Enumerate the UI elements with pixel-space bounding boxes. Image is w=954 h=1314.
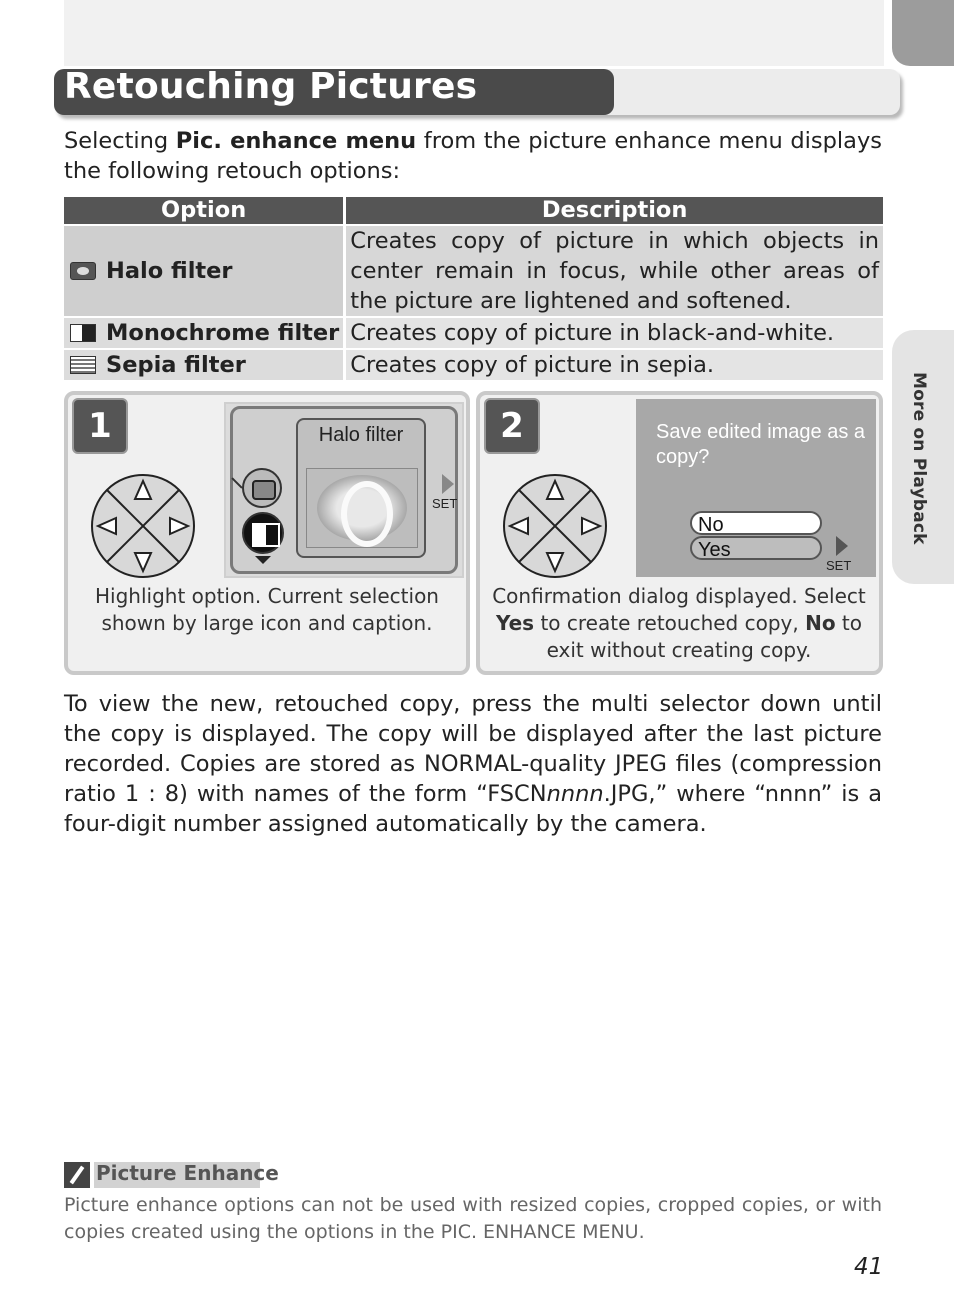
halo-filter-icon [70,262,96,280]
corner-tab [892,0,954,66]
table-row [64,350,883,380]
set-label: SET [432,496,458,511]
right-arrow-icon [442,474,454,494]
option-name: Sepia filter [106,352,246,378]
table-row [64,318,883,348]
option-name: Monochrome filter [106,320,340,346]
step-2-number: 2 [484,398,540,454]
popup-caption: Halo filter [318,424,404,446]
step-1-number: 1 [72,398,128,454]
header-description: Description [346,197,883,224]
intro-paragraph: Selecting Pic. enhance menu from the picture enhance menu displays the following retouch options: [64,128,882,184]
right-arrow-icon [836,536,848,556]
table-row [64,226,883,316]
page-title: Retouching Pictures [64,66,478,107]
monochrome-filter-icon [242,512,284,554]
scroll-down-icon [255,556,271,564]
header-option: Option [64,197,346,224]
intro-menu-name: Pic. enhance menu [175,128,417,154]
retouch-options-table [64,195,883,382]
section-tab-label: More on Playback [909,372,929,545]
multi-selector-icon [90,473,196,579]
step-1-caption: Highlight option. Current selection shown by large icon and caption. [95,584,439,635]
header-band [64,0,884,66]
pencil-note-icon [64,1162,90,1188]
halo-preview-image [306,468,418,548]
option-description: Creates copy of picture in sepia. [346,350,883,380]
option-no[interactable]: No [690,511,822,535]
page-number: 41 [854,1254,884,1280]
multi-selector-icon [502,473,608,579]
body-paragraph: To view the new, retouched copy, press the multi selector down until the copy is displayed. The copy will be displayed after the last picture recorded. Copies are stored as NORMAL-quality JPEG files (compression ratio 1 : 8) with names of the form “FSCNnnnn.JPG,” where “nnnn” is a four-digit number assigned automatically by the camera. [64,691,882,837]
option-description: Creates copy of picture in black-and-white. [346,318,883,348]
monochrome-filter-icon [70,324,96,342]
note-title: Picture Enhance [96,1161,279,1185]
set-label: SET [826,558,852,573]
note-text: Picture enhance options can not be used with resized copies, cropped copies, or with copies created using the options in the PIC. ENHANCE MENU. [64,1194,882,1243]
confirm-prompt: Save edited image as a copy? [656,421,866,468]
sepia-filter-icon [70,356,96,374]
option-yes[interactable]: Yes [690,536,822,560]
option-description: Creates copy of picture in which objects in center remain in focus, while other areas of the picture are lightened and softened. [346,226,883,316]
option-name: Halo filter [106,258,233,284]
halo-filter-icon [242,468,282,508]
step-2-caption: Confirmation dialog displayed. Select Yes to create retouched copy, No to exit without creating copy. [492,584,866,662]
